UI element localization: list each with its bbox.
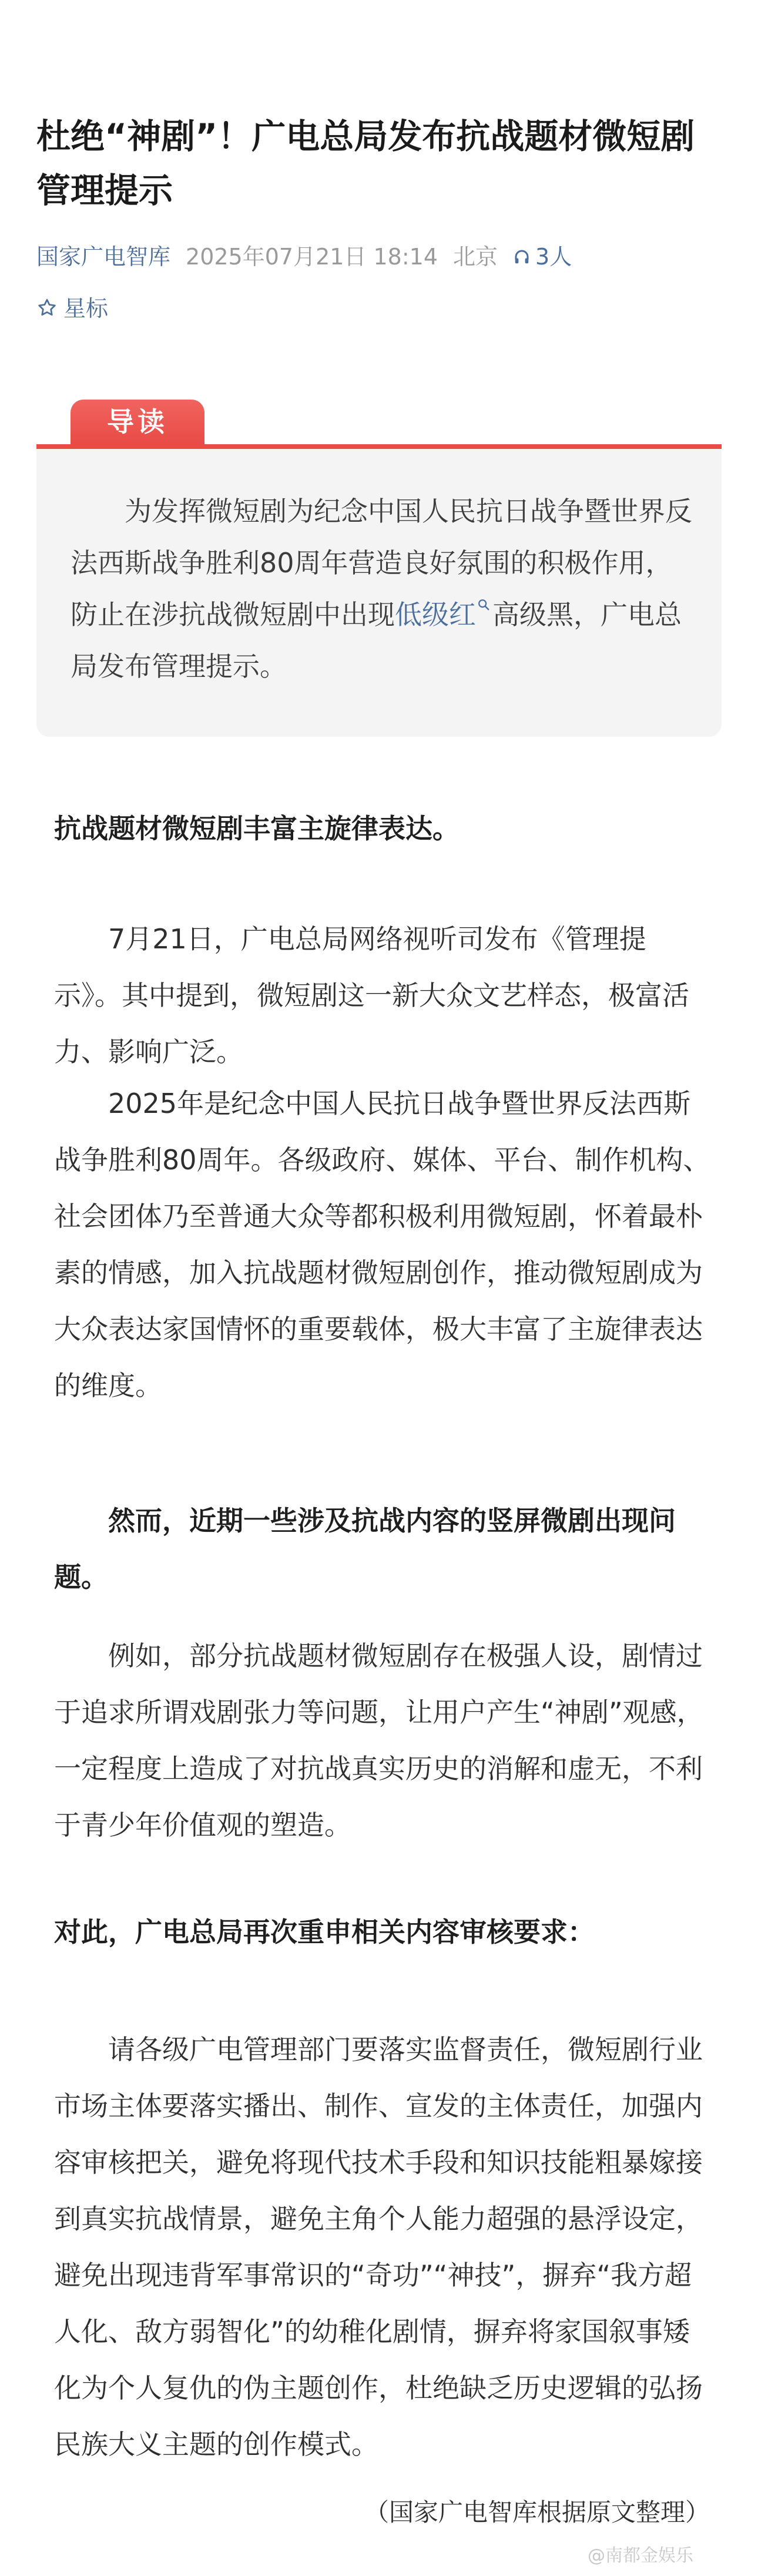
guide-divider	[36, 444, 722, 449]
paragraph-2: 2025年是纪念中国人民抗日战争暨世界反法西斯战争胜利80周年。各级政府、媒体、平台、制作机构、社会团体乃至普通大众等都积极利用微短剧，怀着最朴素的情感，加入抗战题材微短剧创作，推动微短剧成为大众表达家国情怀的重要载体，极大丰富了主旋律表达的维度。	[54, 1088, 710, 1401]
section-heading-1: 抗战题材微短剧丰富主旋律表达。	[54, 813, 460, 844]
publish-date: 2025年07月21日 18:14	[186, 244, 438, 270]
search-icon[interactable]	[477, 598, 490, 611]
article-title: 杜绝“神剧”！广电总局发布抗战题材微短剧管理提示	[36, 116, 695, 210]
star-label: 星标	[63, 296, 109, 321]
source-note: （国家广电智库根据原文整理）	[364, 2498, 710, 2527]
readers-count[interactable]	[513, 244, 572, 270]
headphone-icon	[513, 248, 531, 266]
article-meta	[36, 241, 730, 273]
watermark: @南都金娱乐	[588, 2545, 693, 2566]
star-button[interactable]	[36, 293, 108, 324]
keyword-link[interactable]: 低级红	[395, 599, 476, 630]
paragraph-1: 7月21日，广电总局网络视听司发布《管理提示》。其中提到，微短剧这一新大众文艺样态，极富活力、影响广泛。	[54, 923, 689, 1068]
source-account-link[interactable]: 国家广电智库	[36, 244, 171, 270]
guide-summary	[71, 485, 693, 692]
guide-text-before: 为发挥微短剧为纪念中国人民抗日战争暨世界反法西斯战争胜利80周年营造良好氛围的积极作用，防止在涉抗战微短剧中出现	[71, 495, 692, 630]
section-heading-2: 然而，近期一些涉及抗战内容的竖屏微剧出现问题。	[54, 1505, 676, 1593]
star-icon	[36, 297, 58, 318]
paragraph-4: 请各级广电管理部门要落实监督责任，微短剧行业市场主体要落实播出、制作、宣发的主体责任，加强内容审核把关，避免将现代技术手段和知识技能粗暴嫁接到真实抗战情景，避免主角个人能力超强的悬浮设定，避免出现违背军事常识的“奇功”“神技”，摒弃“我方超人化、敌方弱智化”的幼稚化剧情，摒弃将家国叙事矮化为个人复仇的伪主题创作，杜绝缺乏历史逻辑的弘扬民族大义主题的创作模式。	[54, 2034, 703, 2460]
publish-location: 北京	[453, 244, 498, 270]
guide-tab: 导读	[71, 400, 204, 444]
section-heading-3: 对此，广电总局再次重申相关内容审核要求：	[54, 1916, 595, 1948]
paragraph-3: 例如，部分抗战题材微短剧存在极强人设，剧情过于追求所谓戏剧张力等问题，让用户产生“神剧”观感，一定程度上造成了对抗战真实历史的消解和虚无，不利于青少年价值观的塑造。	[54, 1640, 704, 1841]
readers-count-label: 3人	[535, 244, 572, 270]
guide-text-after: 高级黑，广电总局发布管理提示。	[71, 599, 682, 682]
